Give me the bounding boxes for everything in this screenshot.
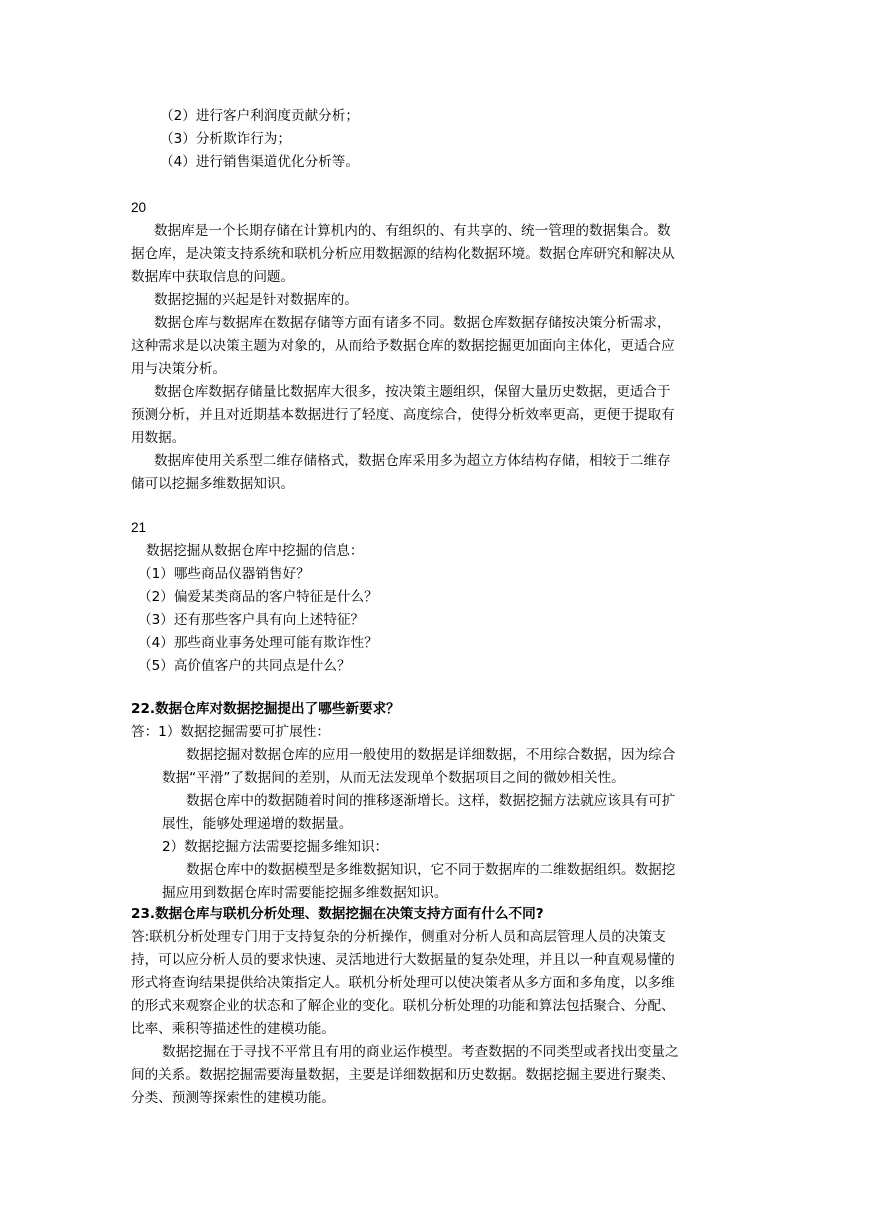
paragraph-line: 的形式来观察企业的状态和了解企业的变化。联机分析处理的功能和算法包括聚合、分配、: [131, 998, 675, 1014]
paragraph-line: 数据挖掘从数据仓库中挖掘的信息：: [146, 543, 364, 559]
paragraph-line: 形式将查询结果提供给决策指定人。联机分析处理可以使决策者从多方面和多角度，以多维: [131, 975, 675, 991]
answer-line: 答：1）数据挖掘需要可扩展性：: [131, 724, 330, 740]
paragraph-line: 用与决策分析。: [131, 361, 227, 377]
list-item: （2）偏爱某类商品的客户特征是什么？: [138, 589, 378, 605]
paragraph-line: 数据挖掘的兴起是针对数据库的。: [154, 292, 358, 308]
paragraph-line: 数据库中获取信息的问题。: [131, 269, 295, 285]
paragraph-line: 这种需求是以决策主题为对象的，从而给予数据仓库的数据挖掘更加面向主体化，更适合应: [131, 338, 675, 354]
paragraph-line: 数据仓库与数据库在数据存储等方面有诸多不同。数据仓库数据存储按决策分析需求，: [154, 315, 671, 331]
paragraph-line: 数据挖掘对数据仓库的应用一般使用的数据是详细数据，不用综合数据，因为综合: [186, 747, 676, 763]
paragraph-line: 掘应用到数据仓库时需要能挖掘多维数据知识。: [162, 885, 448, 901]
paragraph-line: 持，可以应分析人员的要求快速、灵活地进行大数据量的复杂处理，并且以一种直观易懂的: [131, 952, 675, 968]
paragraph-line: 间的关系。数据挖掘需要海量数据，主要是详细数据和历史数据。数据挖掘主要进行聚类、: [131, 1067, 675, 1083]
list-item: （2）进行客户利润度贡献分析；: [160, 108, 359, 124]
answer-line: 2）数据挖掘方法需要挖掘多维知识：: [162, 839, 389, 855]
paragraph-line: 展性，能够处理递增的数据量。: [162, 816, 353, 832]
paragraph-line: 数据“平滑”了数据间的差别，从而无法发现单个数据项目之间的微妙相关性。: [162, 770, 625, 786]
paragraph-line: 预测分析，并且对近期基本数据进行了轻度、高度综合，使得分析效率更高，更便于提取有: [131, 407, 675, 423]
question-heading: 22.数据仓库对数据挖掘提出了哪些新要求？: [131, 701, 400, 717]
list-item: （4）那些商业事务处理可能有欺诈性？: [138, 635, 378, 651]
paragraph-line: 数据库是一个长期存储在计算机内的、有组织的、有共享的、统一管理的数据集合。数: [154, 223, 671, 239]
paragraph-line: 数据仓库中的数据随着时间的推移逐渐增长。这样，数据挖掘方法就应该具有可扩: [186, 793, 676, 809]
paragraph-line: 分类、预测等探索性的建模功能。: [131, 1090, 335, 1106]
question-heading: 23.数据仓库与联机分析处理、数据挖掘在决策支持方面有什么不同?: [131, 906, 544, 922]
list-item: （5）高价值客户的共同点是什么？: [138, 658, 351, 674]
paragraph-line: 答:联机分析处理专门用于支持复杂的分析操作，侧重对分析人员和高层管理人员的决策支: [131, 929, 666, 945]
section-number: 21: [131, 520, 147, 535]
list-item: （4）进行销售渠道优化分析等。: [160, 154, 359, 170]
paragraph-line: 数据仓库数据存储量比数据库大很多，按决策主题组织，保留大量历史数据，更适合于: [154, 384, 671, 400]
paragraph-line: 用数据。: [131, 430, 186, 446]
paragraph-line: 比率、乘积等描述性的建模功能。: [131, 1021, 335, 1037]
section-number: 20: [131, 200, 147, 215]
paragraph-line: 数据挖掘在于寻找不平常且有用的商业运作模型。考查数据的不同类型或者找出变量之: [162, 1044, 679, 1060]
list-item: （3）还有那些客户具有向上述特征？: [138, 612, 365, 628]
paragraph-line: 据仓库，是决策支持系统和联机分析应用数据源的结构化数据环境。数据仓库研究和解决从: [131, 246, 675, 262]
list-item: （3）分析欺诈行为；: [160, 131, 291, 147]
paragraph-line: 数据库使用关系型二维存储格式，数据仓库采用多为超立方体结构存储，相较于二维存: [154, 453, 671, 469]
paragraph-line: 储可以挖掘多维数据知识。: [131, 476, 295, 492]
paragraph-line: 数据仓库中的数据模型是多维数据知识，它不同于数据库的二维数据组织。数据挖: [186, 862, 676, 878]
list-item: （1）哪些商品仪器销售好？: [138, 566, 310, 582]
